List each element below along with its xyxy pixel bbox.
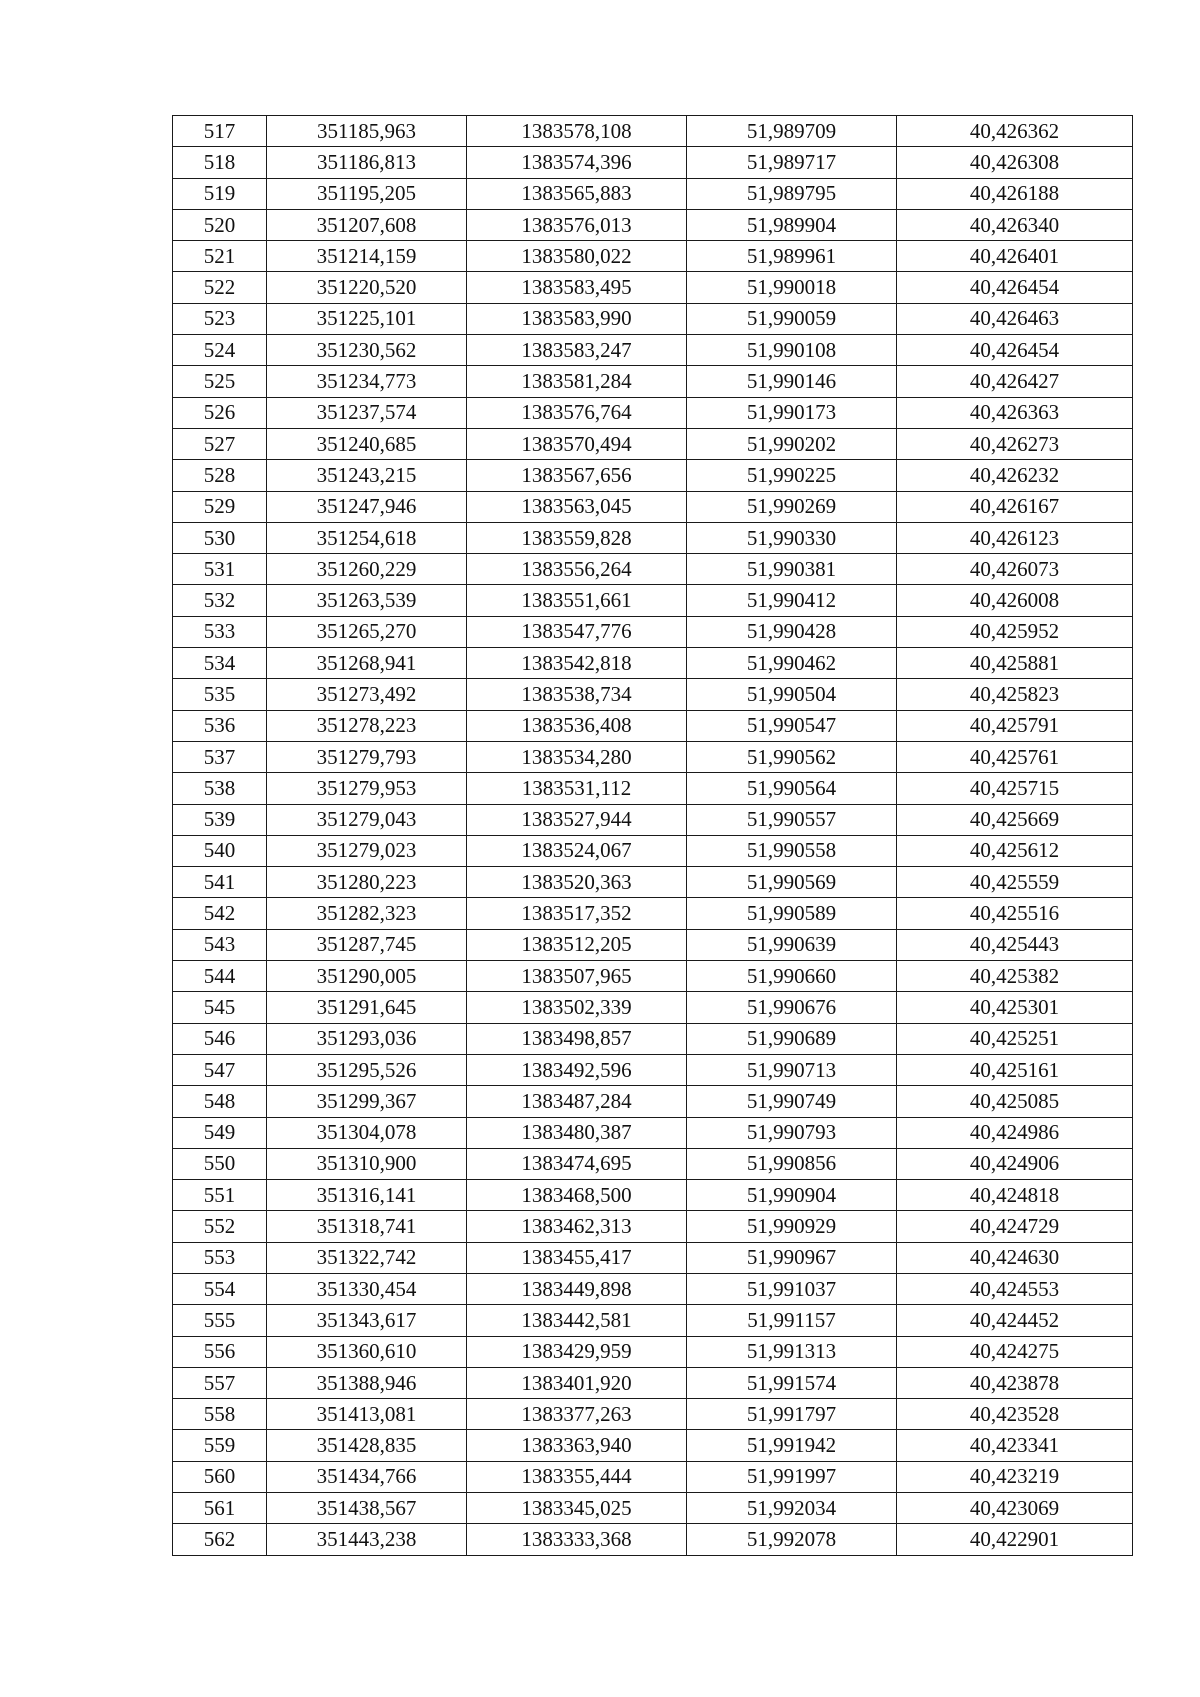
- point-number-cell: 544: [173, 961, 267, 992]
- table-row: [173, 710, 1133, 741]
- table-row: [173, 335, 1133, 366]
- longitude-cell: 40,425669: [897, 804, 1133, 835]
- y-coordinate-cell: 1383474,695: [467, 1148, 687, 1179]
- longitude-cell: 40,426273: [897, 428, 1133, 459]
- table-row: [173, 1023, 1133, 1054]
- x-coordinate-cell: 351343,617: [267, 1305, 467, 1336]
- y-coordinate-cell: 1383429,959: [467, 1336, 687, 1367]
- y-coordinate-cell: 1383583,495: [467, 272, 687, 303]
- latitude-cell: 51,990381: [687, 554, 897, 585]
- y-coordinate-cell: 1383492,596: [467, 1054, 687, 1085]
- x-coordinate-cell: 351388,946: [267, 1367, 467, 1398]
- x-coordinate-cell: 351291,645: [267, 992, 467, 1023]
- point-number-cell: 521: [173, 241, 267, 272]
- x-coordinate-cell: 351279,023: [267, 835, 467, 866]
- x-coordinate-cell: 351278,223: [267, 710, 467, 741]
- y-coordinate-cell: 1383542,818: [467, 648, 687, 679]
- y-coordinate-cell: 1383567,656: [467, 460, 687, 491]
- latitude-cell: 51,991574: [687, 1367, 897, 1398]
- point-number-cell: 558: [173, 1399, 267, 1430]
- x-coordinate-cell: 351443,238: [267, 1524, 467, 1555]
- y-coordinate-cell: 1383570,494: [467, 428, 687, 459]
- longitude-cell: 40,423341: [897, 1430, 1133, 1461]
- point-number-cell: 527: [173, 428, 267, 459]
- longitude-cell: 40,426401: [897, 241, 1133, 272]
- table-row: [173, 992, 1133, 1023]
- x-coordinate-cell: 351279,043: [267, 804, 467, 835]
- latitude-cell: 51,991313: [687, 1336, 897, 1367]
- latitude-cell: 51,990569: [687, 867, 897, 898]
- table-row: [173, 1086, 1133, 1117]
- table-row: [173, 804, 1133, 835]
- x-coordinate-cell: 351280,223: [267, 867, 467, 898]
- y-coordinate-cell: 1383512,205: [467, 929, 687, 960]
- x-coordinate-cell: 351299,367: [267, 1086, 467, 1117]
- latitude-cell: 51,990639: [687, 929, 897, 960]
- x-coordinate-cell: 351290,005: [267, 961, 467, 992]
- point-number-cell: 533: [173, 616, 267, 647]
- x-coordinate-cell: 351220,520: [267, 272, 467, 303]
- coordinates-table-body: [173, 116, 1133, 1556]
- longitude-cell: 40,424452: [897, 1305, 1133, 1336]
- y-coordinate-cell: 1383480,387: [467, 1117, 687, 1148]
- table-row: [173, 867, 1133, 898]
- latitude-cell: 51,990462: [687, 648, 897, 679]
- y-coordinate-cell: 1383536,408: [467, 710, 687, 741]
- x-coordinate-cell: 351318,741: [267, 1211, 467, 1242]
- latitude-cell: 51,992034: [687, 1493, 897, 1524]
- point-number-cell: 542: [173, 898, 267, 929]
- y-coordinate-cell: 1383377,263: [467, 1399, 687, 1430]
- y-coordinate-cell: 1383524,067: [467, 835, 687, 866]
- longitude-cell: 40,425761: [897, 741, 1133, 772]
- table-row: [173, 679, 1133, 710]
- latitude-cell: 51,991157: [687, 1305, 897, 1336]
- point-number-cell: 541: [173, 867, 267, 898]
- longitude-cell: 40,423528: [897, 1399, 1133, 1430]
- y-coordinate-cell: 1383468,500: [467, 1180, 687, 1211]
- point-number-cell: 518: [173, 147, 267, 178]
- longitude-cell: 40,425881: [897, 648, 1133, 679]
- y-coordinate-cell: 1383538,734: [467, 679, 687, 710]
- point-number-cell: 550: [173, 1148, 267, 1179]
- x-coordinate-cell: 351240,685: [267, 428, 467, 459]
- longitude-cell: 40,425612: [897, 835, 1133, 866]
- latitude-cell: 51,990202: [687, 428, 897, 459]
- longitude-cell: 40,423219: [897, 1461, 1133, 1492]
- point-number-cell: 536: [173, 710, 267, 741]
- latitude-cell: 51,990412: [687, 585, 897, 616]
- y-coordinate-cell: 1383487,284: [467, 1086, 687, 1117]
- table-row: [173, 961, 1133, 992]
- y-coordinate-cell: 1383333,368: [467, 1524, 687, 1555]
- y-coordinate-cell: 1383583,247: [467, 335, 687, 366]
- latitude-cell: 51,990330: [687, 522, 897, 553]
- table-row: [173, 1305, 1133, 1336]
- latitude-cell: 51,990059: [687, 303, 897, 334]
- y-coordinate-cell: 1383576,013: [467, 209, 687, 240]
- latitude-cell: 51,991797: [687, 1399, 897, 1430]
- point-number-cell: 538: [173, 773, 267, 804]
- longitude-cell: 40,426167: [897, 491, 1133, 522]
- x-coordinate-cell: 351234,773: [267, 366, 467, 397]
- point-number-cell: 535: [173, 679, 267, 710]
- table-row: [173, 741, 1133, 772]
- x-coordinate-cell: 351428,835: [267, 1430, 467, 1461]
- y-coordinate-cell: 1383527,944: [467, 804, 687, 835]
- y-coordinate-cell: 1383531,112: [467, 773, 687, 804]
- latitude-cell: 51,989709: [687, 116, 897, 147]
- y-coordinate-cell: 1383581,284: [467, 366, 687, 397]
- longitude-cell: 40,425559: [897, 867, 1133, 898]
- longitude-cell: 40,424906: [897, 1148, 1133, 1179]
- y-coordinate-cell: 1383517,352: [467, 898, 687, 929]
- point-number-cell: 528: [173, 460, 267, 491]
- y-coordinate-cell: 1383534,280: [467, 741, 687, 772]
- table-row: [173, 898, 1133, 929]
- latitude-cell: 51,990904: [687, 1180, 897, 1211]
- longitude-cell: 40,425085: [897, 1086, 1133, 1117]
- x-coordinate-cell: 351304,078: [267, 1117, 467, 1148]
- y-coordinate-cell: 1383455,417: [467, 1242, 687, 1273]
- table-row: [173, 648, 1133, 679]
- table-row: [173, 178, 1133, 209]
- table-row: [173, 1461, 1133, 1492]
- y-coordinate-cell: 1383502,339: [467, 992, 687, 1023]
- point-number-cell: 546: [173, 1023, 267, 1054]
- longitude-cell: 40,425443: [897, 929, 1133, 960]
- point-number-cell: 555: [173, 1305, 267, 1336]
- table-row: [173, 460, 1133, 491]
- latitude-cell: 51,990146: [687, 366, 897, 397]
- x-coordinate-cell: 351295,526: [267, 1054, 467, 1085]
- table-row: [173, 1336, 1133, 1367]
- longitude-cell: 40,425516: [897, 898, 1133, 929]
- x-coordinate-cell: 351230,562: [267, 335, 467, 366]
- longitude-cell: 40,426008: [897, 585, 1133, 616]
- point-number-cell: 517: [173, 116, 267, 147]
- table-row: [173, 241, 1133, 272]
- longitude-cell: 40,426363: [897, 397, 1133, 428]
- latitude-cell: 51,990558: [687, 835, 897, 866]
- x-coordinate-cell: 351322,742: [267, 1242, 467, 1273]
- latitude-cell: 51,990660: [687, 961, 897, 992]
- latitude-cell: 51,990557: [687, 804, 897, 835]
- y-coordinate-cell: 1383574,396: [467, 147, 687, 178]
- x-coordinate-cell: 351316,141: [267, 1180, 467, 1211]
- x-coordinate-cell: 351293,036: [267, 1023, 467, 1054]
- latitude-cell: 51,990108: [687, 335, 897, 366]
- y-coordinate-cell: 1383578,108: [467, 116, 687, 147]
- longitude-cell: 40,426454: [897, 335, 1133, 366]
- x-coordinate-cell: 351330,454: [267, 1273, 467, 1304]
- latitude-cell: 51,990749: [687, 1086, 897, 1117]
- y-coordinate-cell: 1383520,363: [467, 867, 687, 898]
- x-coordinate-cell: 351207,608: [267, 209, 467, 240]
- x-coordinate-cell: 351247,946: [267, 491, 467, 522]
- x-coordinate-cell: 351225,101: [267, 303, 467, 334]
- longitude-cell: 40,426308: [897, 147, 1133, 178]
- x-coordinate-cell: 351186,813: [267, 147, 467, 178]
- table-row: [173, 1493, 1133, 1524]
- table-row: [173, 1242, 1133, 1273]
- point-number-cell: 540: [173, 835, 267, 866]
- y-coordinate-cell: 1383583,990: [467, 303, 687, 334]
- table-row: [173, 1148, 1133, 1179]
- point-number-cell: 548: [173, 1086, 267, 1117]
- point-number-cell: 553: [173, 1242, 267, 1273]
- x-coordinate-cell: 351260,229: [267, 554, 467, 585]
- x-coordinate-cell: 351214,159: [267, 241, 467, 272]
- table-row: [173, 1430, 1133, 1461]
- latitude-cell: 51,990856: [687, 1148, 897, 1179]
- x-coordinate-cell: 351185,963: [267, 116, 467, 147]
- x-coordinate-cell: 351279,793: [267, 741, 467, 772]
- point-number-cell: 557: [173, 1367, 267, 1398]
- y-coordinate-cell: 1383551,661: [467, 585, 687, 616]
- point-number-cell: 537: [173, 741, 267, 772]
- x-coordinate-cell: 351287,745: [267, 929, 467, 960]
- latitude-cell: 51,990676: [687, 992, 897, 1023]
- x-coordinate-cell: 351268,941: [267, 648, 467, 679]
- longitude-cell: 40,425301: [897, 992, 1133, 1023]
- table-row: [173, 554, 1133, 585]
- latitude-cell: 51,990689: [687, 1023, 897, 1054]
- longitude-cell: 40,425952: [897, 616, 1133, 647]
- point-number-cell: 526: [173, 397, 267, 428]
- longitude-cell: 40,425715: [897, 773, 1133, 804]
- table-row: [173, 616, 1133, 647]
- latitude-cell: 51,989717: [687, 147, 897, 178]
- x-coordinate-cell: 351279,953: [267, 773, 467, 804]
- y-coordinate-cell: 1383363,940: [467, 1430, 687, 1461]
- x-coordinate-cell: 351438,567: [267, 1493, 467, 1524]
- table-row: [173, 585, 1133, 616]
- latitude-cell: 51,990428: [687, 616, 897, 647]
- table-row: [173, 366, 1133, 397]
- table-row: [173, 773, 1133, 804]
- table-row: [173, 1180, 1133, 1211]
- latitude-cell: 51,990173: [687, 397, 897, 428]
- longitude-cell: 40,425382: [897, 961, 1133, 992]
- latitude-cell: 51,991997: [687, 1461, 897, 1492]
- longitude-cell: 40,425823: [897, 679, 1133, 710]
- table-row: [173, 1273, 1133, 1304]
- latitude-cell: 51,990929: [687, 1211, 897, 1242]
- table-row: [173, 1054, 1133, 1085]
- table-row: [173, 1524, 1133, 1555]
- point-number-cell: 551: [173, 1180, 267, 1211]
- longitude-cell: 40,424818: [897, 1180, 1133, 1211]
- latitude-cell: 51,989961: [687, 241, 897, 272]
- table-row: [173, 1211, 1133, 1242]
- longitude-cell: 40,425791: [897, 710, 1133, 741]
- x-coordinate-cell: 351195,205: [267, 178, 467, 209]
- latitude-cell: 51,989904: [687, 209, 897, 240]
- table-row: [173, 272, 1133, 303]
- point-number-cell: 524: [173, 335, 267, 366]
- point-number-cell: 534: [173, 648, 267, 679]
- y-coordinate-cell: 1383559,828: [467, 522, 687, 553]
- latitude-cell: 51,990793: [687, 1117, 897, 1148]
- longitude-cell: 40,422901: [897, 1524, 1133, 1555]
- table-row: [173, 835, 1133, 866]
- latitude-cell: 51,992078: [687, 1524, 897, 1555]
- latitude-cell: 51,990018: [687, 272, 897, 303]
- point-number-cell: 554: [173, 1273, 267, 1304]
- table-row: [173, 1399, 1133, 1430]
- point-number-cell: 562: [173, 1524, 267, 1555]
- table-row: [173, 147, 1133, 178]
- table-row: [173, 1367, 1133, 1398]
- point-number-cell: 525: [173, 366, 267, 397]
- latitude-cell: 51,990967: [687, 1242, 897, 1273]
- table-row: [173, 491, 1133, 522]
- y-coordinate-cell: 1383401,920: [467, 1367, 687, 1398]
- longitude-cell: 40,426073: [897, 554, 1133, 585]
- longitude-cell: 40,426427: [897, 366, 1133, 397]
- y-coordinate-cell: 1383565,883: [467, 178, 687, 209]
- latitude-cell: 51,990225: [687, 460, 897, 491]
- y-coordinate-cell: 1383462,313: [467, 1211, 687, 1242]
- longitude-cell: 40,424630: [897, 1242, 1133, 1273]
- latitude-cell: 51,990564: [687, 773, 897, 804]
- x-coordinate-cell: 351243,215: [267, 460, 467, 491]
- x-coordinate-cell: 351237,574: [267, 397, 467, 428]
- latitude-cell: 51,990269: [687, 491, 897, 522]
- x-coordinate-cell: 351265,270: [267, 616, 467, 647]
- point-number-cell: 532: [173, 585, 267, 616]
- point-number-cell: 519: [173, 178, 267, 209]
- longitude-cell: 40,423878: [897, 1367, 1133, 1398]
- table-row: [173, 1117, 1133, 1148]
- x-coordinate-cell: 351360,610: [267, 1336, 467, 1367]
- table-row: [173, 397, 1133, 428]
- latitude-cell: 51,990504: [687, 679, 897, 710]
- y-coordinate-cell: 1383563,045: [467, 491, 687, 522]
- longitude-cell: 40,426362: [897, 116, 1133, 147]
- point-number-cell: 523: [173, 303, 267, 334]
- point-number-cell: 552: [173, 1211, 267, 1242]
- y-coordinate-cell: 1383449,898: [467, 1273, 687, 1304]
- table-row: [173, 522, 1133, 553]
- x-coordinate-cell: 351434,766: [267, 1461, 467, 1492]
- latitude-cell: 51,991037: [687, 1273, 897, 1304]
- latitude-cell: 51,990589: [687, 898, 897, 929]
- longitude-cell: 40,425161: [897, 1054, 1133, 1085]
- point-number-cell: 560: [173, 1461, 267, 1492]
- point-number-cell: 530: [173, 522, 267, 553]
- point-number-cell: 559: [173, 1430, 267, 1461]
- longitude-cell: 40,426454: [897, 272, 1133, 303]
- x-coordinate-cell: 351282,323: [267, 898, 467, 929]
- y-coordinate-cell: 1383507,965: [467, 961, 687, 992]
- latitude-cell: 51,990562: [687, 741, 897, 772]
- point-number-cell: 522: [173, 272, 267, 303]
- y-coordinate-cell: 1383576,764: [467, 397, 687, 428]
- y-coordinate-cell: 1383547,776: [467, 616, 687, 647]
- table-row: [173, 929, 1133, 960]
- point-number-cell: 561: [173, 1493, 267, 1524]
- latitude-cell: 51,990713: [687, 1054, 897, 1085]
- x-coordinate-cell: 351254,618: [267, 522, 467, 553]
- point-number-cell: 556: [173, 1336, 267, 1367]
- latitude-cell: 51,991942: [687, 1430, 897, 1461]
- coordinates-table: [172, 115, 1133, 1556]
- longitude-cell: 40,426232: [897, 460, 1133, 491]
- point-number-cell: 543: [173, 929, 267, 960]
- y-coordinate-cell: 1383345,025: [467, 1493, 687, 1524]
- y-coordinate-cell: 1383580,022: [467, 241, 687, 272]
- longitude-cell: 40,424275: [897, 1336, 1133, 1367]
- x-coordinate-cell: 351413,081: [267, 1399, 467, 1430]
- point-number-cell: 531: [173, 554, 267, 585]
- y-coordinate-cell: 1383556,264: [467, 554, 687, 585]
- table-row: [173, 428, 1133, 459]
- x-coordinate-cell: 351263,539: [267, 585, 467, 616]
- longitude-cell: 40,424729: [897, 1211, 1133, 1242]
- y-coordinate-cell: 1383498,857: [467, 1023, 687, 1054]
- table-row: [173, 303, 1133, 334]
- x-coordinate-cell: 351273,492: [267, 679, 467, 710]
- longitude-cell: 40,424986: [897, 1117, 1133, 1148]
- table-row: [173, 209, 1133, 240]
- y-coordinate-cell: 1383442,581: [467, 1305, 687, 1336]
- longitude-cell: 40,424553: [897, 1273, 1133, 1304]
- longitude-cell: 40,426188: [897, 178, 1133, 209]
- x-coordinate-cell: 351310,900: [267, 1148, 467, 1179]
- latitude-cell: 51,989795: [687, 178, 897, 209]
- point-number-cell: 520: [173, 209, 267, 240]
- point-number-cell: 539: [173, 804, 267, 835]
- longitude-cell: 40,425251: [897, 1023, 1133, 1054]
- table-row: [173, 116, 1133, 147]
- latitude-cell: 51,990547: [687, 710, 897, 741]
- longitude-cell: 40,426340: [897, 209, 1133, 240]
- point-number-cell: 545: [173, 992, 267, 1023]
- longitude-cell: 40,426123: [897, 522, 1133, 553]
- point-number-cell: 547: [173, 1054, 267, 1085]
- point-number-cell: 529: [173, 491, 267, 522]
- point-number-cell: 549: [173, 1117, 267, 1148]
- y-coordinate-cell: 1383355,444: [467, 1461, 687, 1492]
- longitude-cell: 40,426463: [897, 303, 1133, 334]
- longitude-cell: 40,423069: [897, 1493, 1133, 1524]
